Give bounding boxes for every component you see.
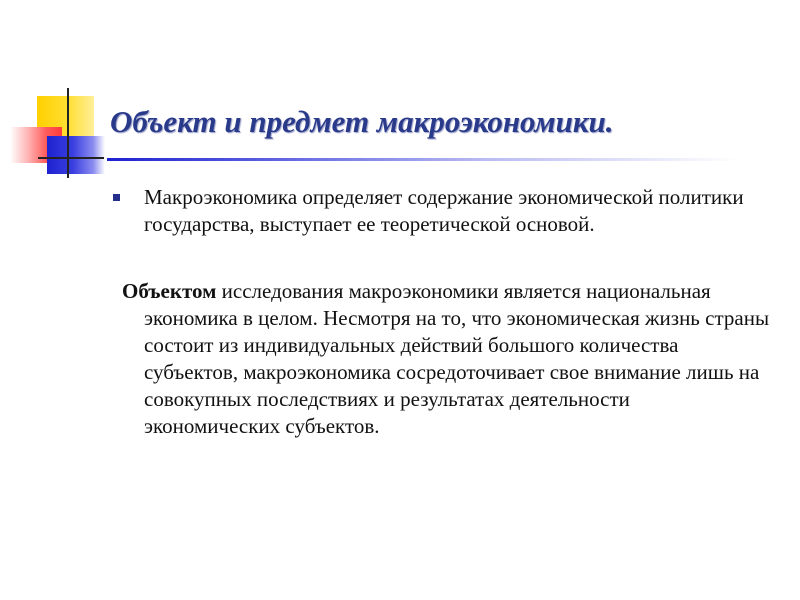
paragraph-1-text: Макроэкономика определяет содержание экономической политики государства, выступает ее теоретической основой. — [144, 185, 744, 236]
blue-gradient-decoration — [47, 136, 105, 174]
slide-title: Объект и предмет макроэкономики. — [110, 104, 614, 139]
title-underline — [107, 158, 737, 161]
slide-body — [110, 184, 770, 440]
paragraph-2-bold-term: Объектом — [122, 279, 217, 303]
square-bullet-icon — [113, 194, 120, 201]
vertical-line-decoration — [67, 88, 69, 178]
paragraph-2-text: исследования макроэкономики является национальная экономика в целом. Несмотря на то, что экономическая жизнь страны состоит из индивидуальных действий большого количества субъектов, макроэкономика сосредоточивает свое внимание лишь на совокупных последствиях и результатах деятельности экономических субъектов. — [144, 279, 770, 438]
bullet-paragraph — [110, 184, 770, 238]
horizontal-line-decoration — [38, 157, 104, 159]
object-paragraph — [110, 278, 770, 440]
